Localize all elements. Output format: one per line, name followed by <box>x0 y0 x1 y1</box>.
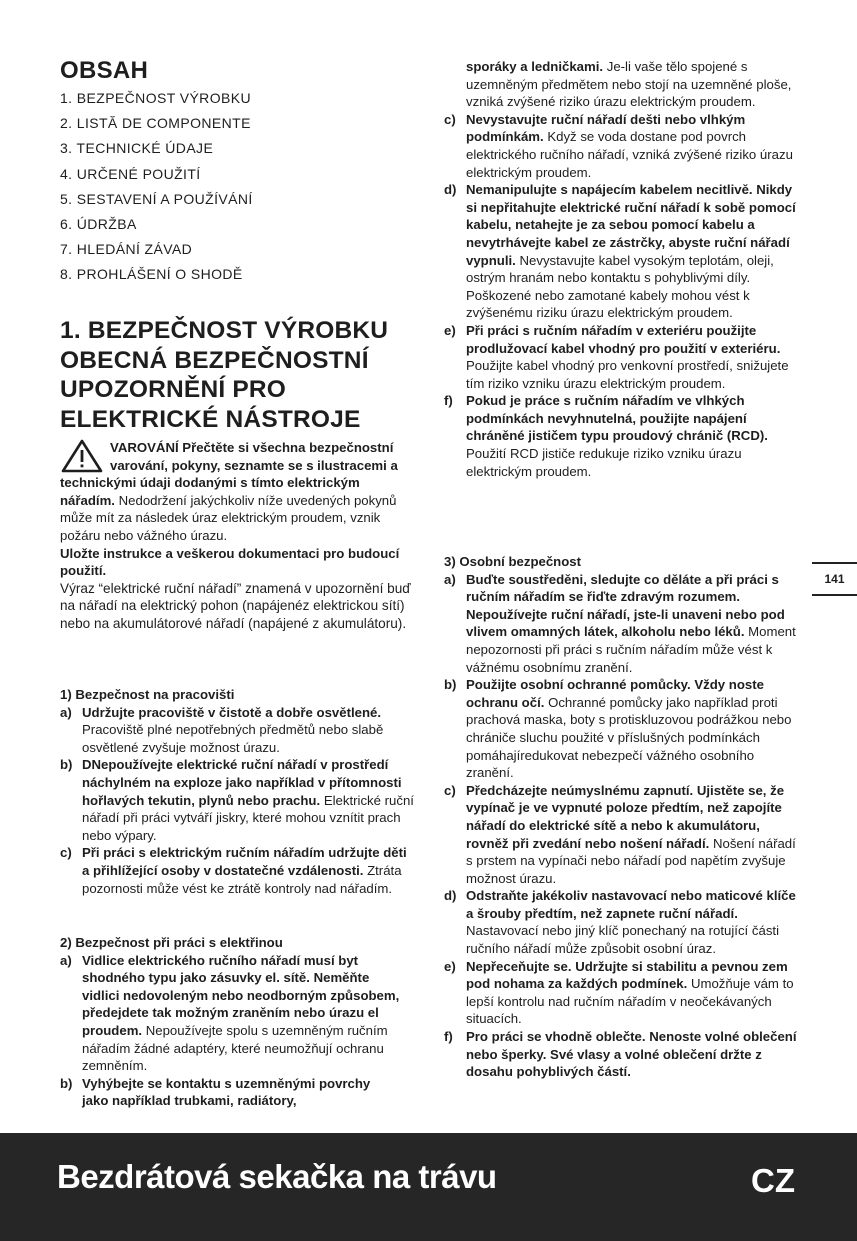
section-title-line: OBECNÁ BEZPEČNOSTNÍ <box>60 346 369 374</box>
toc-item[interactable]: 3. TECHNICKÉ ÚDAJE <box>60 140 214 157</box>
list-item: d) Odstraňte jakékoliv nastavovací nebo maticové klíče a šrouby předtím, než zapnete ruční nářadí. Nastavovací nebo jiný klíč ponechaný na rotující části ručního nářadí může způsobit osobní úraz. <box>444 888 796 957</box>
list-item: c) Nevystavujte ruční nářadí dešti nebo vlhkým podmínkám. Když se voda dostane pod povrch elektrického ručního nářadí, vzniká zvýšené riziko úrazu elektrickým proudem. <box>444 111 793 180</box>
list-item: b) DNepoužívejte elektrické ruční nářadí v prostředí náchylném na exploze jako například v přítomnosti hořlavých tekutin, plynů nebo prachu. Elektrické ruční nářadí při práci vytváří jiskry, které mohou vznítit prach nebo výpary. <box>60 757 414 843</box>
section-title-line: ELEKTRICKÉ NÁSTROJE <box>60 405 361 433</box>
personal-safety <box>444 553 802 1081</box>
list-item: e) Nepřeceňujte se. Udržujte si stabilitu a pevnou zem pod nohama za každých podmínek. Umožňuje vám to lepší kontrolu nad ručním nářadím v neočekávaných situacích. <box>444 958 794 1027</box>
warning-block <box>60 438 415 633</box>
footer-language-code: CZ <box>751 1162 795 1199</box>
electrical-safety <box>60 934 400 1110</box>
page-number: 141 <box>812 562 857 596</box>
warning-text <box>60 438 415 545</box>
list-item: d) Nemanipulujte s napájecím kabelem necitlivě. Nikdy si nepřitahujte elektrické ruční nářadí k sobě pomocí kabelu, netahejte je za sebou pomocí kabelu a nevytrhávejte kabel ze zástrčky, abyste ruční nářadí vypnuli. Nevystavujte kabel vysokým teplotám, oleji, ostrým hranám nebo kontaktu s pohyblivými díly. Poškozené nebo zamotané kabely mohou vést k zvýšenému riziku úrazu elektrickým proudem. <box>444 182 796 321</box>
list-item: e) Při práci s ručním nářadím v exteriéru použijte prodlužovací kabel vhodný pro použití v exteriéru. Použijte kabel vhodný pro venkovní prostředí, snižujete tím riziko vzniku úrazu elektrickým proudem. <box>444 322 789 391</box>
table-of-contents <box>60 88 253 290</box>
workplace-safety <box>60 686 415 897</box>
workplace-list <box>60 704 415 898</box>
toc-title: OBSAH <box>60 57 149 84</box>
list-item: b) Vyhýbejte se kontaktu s uzemněnými povrchy jako například trubkami, radiátory, <box>60 1075 371 1109</box>
list-item: a) Buďte soustředěni, sledujte co děláte a při práci s ručním nářadím se řiďte zdravým rozumem. Nepoužívejte ruční nářadí, jste-li unaveni nebo pod vlivem omamných látek, alkoholu nebo léků. Moment nepozornosti při práci s ručním nářadím může vést k vážnému osobnímu zranění. <box>444 571 796 675</box>
list-item: c) Předcházejte neúmyslnému zapnutí. Ujistěte se, že vypínač je ve vypnuté poloze předtím, než zapojíte nářadí do elektrické sítě a nebo k akumulátoru, rovněž při zvedání nebo nošení nářadí. Nošení nářadí s prstem na vypínači nebo nářadí pod napětím zvyšuje možnost úrazu. <box>444 782 796 886</box>
toc-item[interactable]: 5. SESTAVENÍ A POUŽÍVÁNÍ <box>60 190 253 207</box>
footer-title: Bezdrátová sekačka na trávu <box>57 1158 497 1195</box>
workplace-heading: 1) Bezpečnost na pracovišti <box>60 687 235 702</box>
list-item: c) Při práci s elektrickým ručním nářadím udržujte děti a přihlížející osoby v dostatečné vzdálenosti. Ztráta pozornosti může vést ke ztrátě kontroly nad nářadím. <box>60 845 407 896</box>
toc-item[interactable]: 6. ÚDRŽBA <box>60 215 137 232</box>
list-item: b) Použijte osobní ochranné pomůcky. Vždy noste ochranu očí. Ochranné pomůcky jako například proti prachová maska, boty s protiskluzovou podrážkou nebo chrániče sluchu použité v příslušných podmínkách pomáhajíredukovat nebezpečí vážného osobního zranění. <box>444 677 792 781</box>
personal-heading: 3) Osobní bezpečnost <box>444 554 582 569</box>
section-title-line: UPOZORNĚNÍ PRO <box>60 376 287 403</box>
toc-item[interactable]: 2. LISTĂ DE COMPONENTE <box>60 115 251 132</box>
toc-item[interactable]: 4. URČENÉ POUŽITÍ <box>60 165 201 182</box>
list-item: f) Pro práci se vhodně oblečte. Nenoste volné oblečení nebo šperky. Své vlasy a volné oblečení držte z dosahu pohyblivých částí. <box>444 1029 797 1080</box>
list-item: f) Pokud je práce s ručním nářadím ve vlhkých podmínkách nevyhnutelná, použijte napájení chráněné jističem typu proudový chránič (RCD). Použití RCD jističe redukuje riziko vzniku úrazu elektrickým proudem. <box>444 393 768 479</box>
electrical-heading: 2) Bezpečnost při práci s elektřinou <box>60 935 283 950</box>
toc-item[interactable]: 8. PROHLÁŠENÍ O SHODĚ <box>60 266 243 283</box>
section-title-line: 1. BEZPEČNOST VÝROBKU <box>60 317 389 344</box>
electrical-safety-continued <box>444 58 802 480</box>
list-item: a) Vidlice elektrického ručního nářadí musí byt shodného typu jako zásuvky el. sítě. Neměňte vidlici nedovoleným nebo neodborným způsobem, předejdete tak možným zraněním nebo úrazu el proudem. Nepoužívejte spolu s uzemněným ručním nářadím žádné adaptéry, které neumožňují ochranu zemněním. <box>60 952 400 1074</box>
keep-instructions: Uložte instrukce a veškerou dokumentaci pro budoucí použití. <box>60 545 400 579</box>
warning-triangle-icon <box>60 438 104 474</box>
toc-item[interactable]: 1. BEZPEČNOST VÝROBKU <box>60 90 251 106</box>
definition-text: Výraz “elektrické ruční nářadí” znamená v upozornění buď na nářadí na elektrický pohon (napájenéz elektrickou sítí) nebo na akumulátorové nářadí (napájené z akumulátoru). <box>60 580 411 631</box>
electrical-list <box>60 952 400 1110</box>
toc-item[interactable]: 7. HLEDÁNÍ ZÁVAD <box>60 241 193 258</box>
warning-bold: VAROVÁNÍ Přečtěte si všechna bezpečnostní varování, pokyny, seznamte se s ilustracemi a technickými údaji dodanými s tímto elektrickým nářadím. <box>60 440 398 508</box>
warning-body: Nedodržení jakýchkoliv níže uvedených pokynů může mít za následek úraz elektrickým proudem, vznik požáru nebo vážného úrazu. <box>60 492 397 543</box>
continuation-text: sporáky a ledničkami. Je-li vaše tělo spojené s uzemněným předmětem nebo stojí na uzemněné ploše, vzniká zvýšené riziko úrazu elektrickým proudem. <box>466 59 792 110</box>
section-title <box>60 316 420 434</box>
electrical-list-continued <box>444 111 802 480</box>
list-item: a) Udržujte pracoviště v čistotě a dobře osvětlené. Pracoviště plné nepotřebných předmětů nebo slabě osvětlené zvyšuje možnost úrazu. <box>60 704 384 755</box>
personal-list <box>444 571 802 1081</box>
